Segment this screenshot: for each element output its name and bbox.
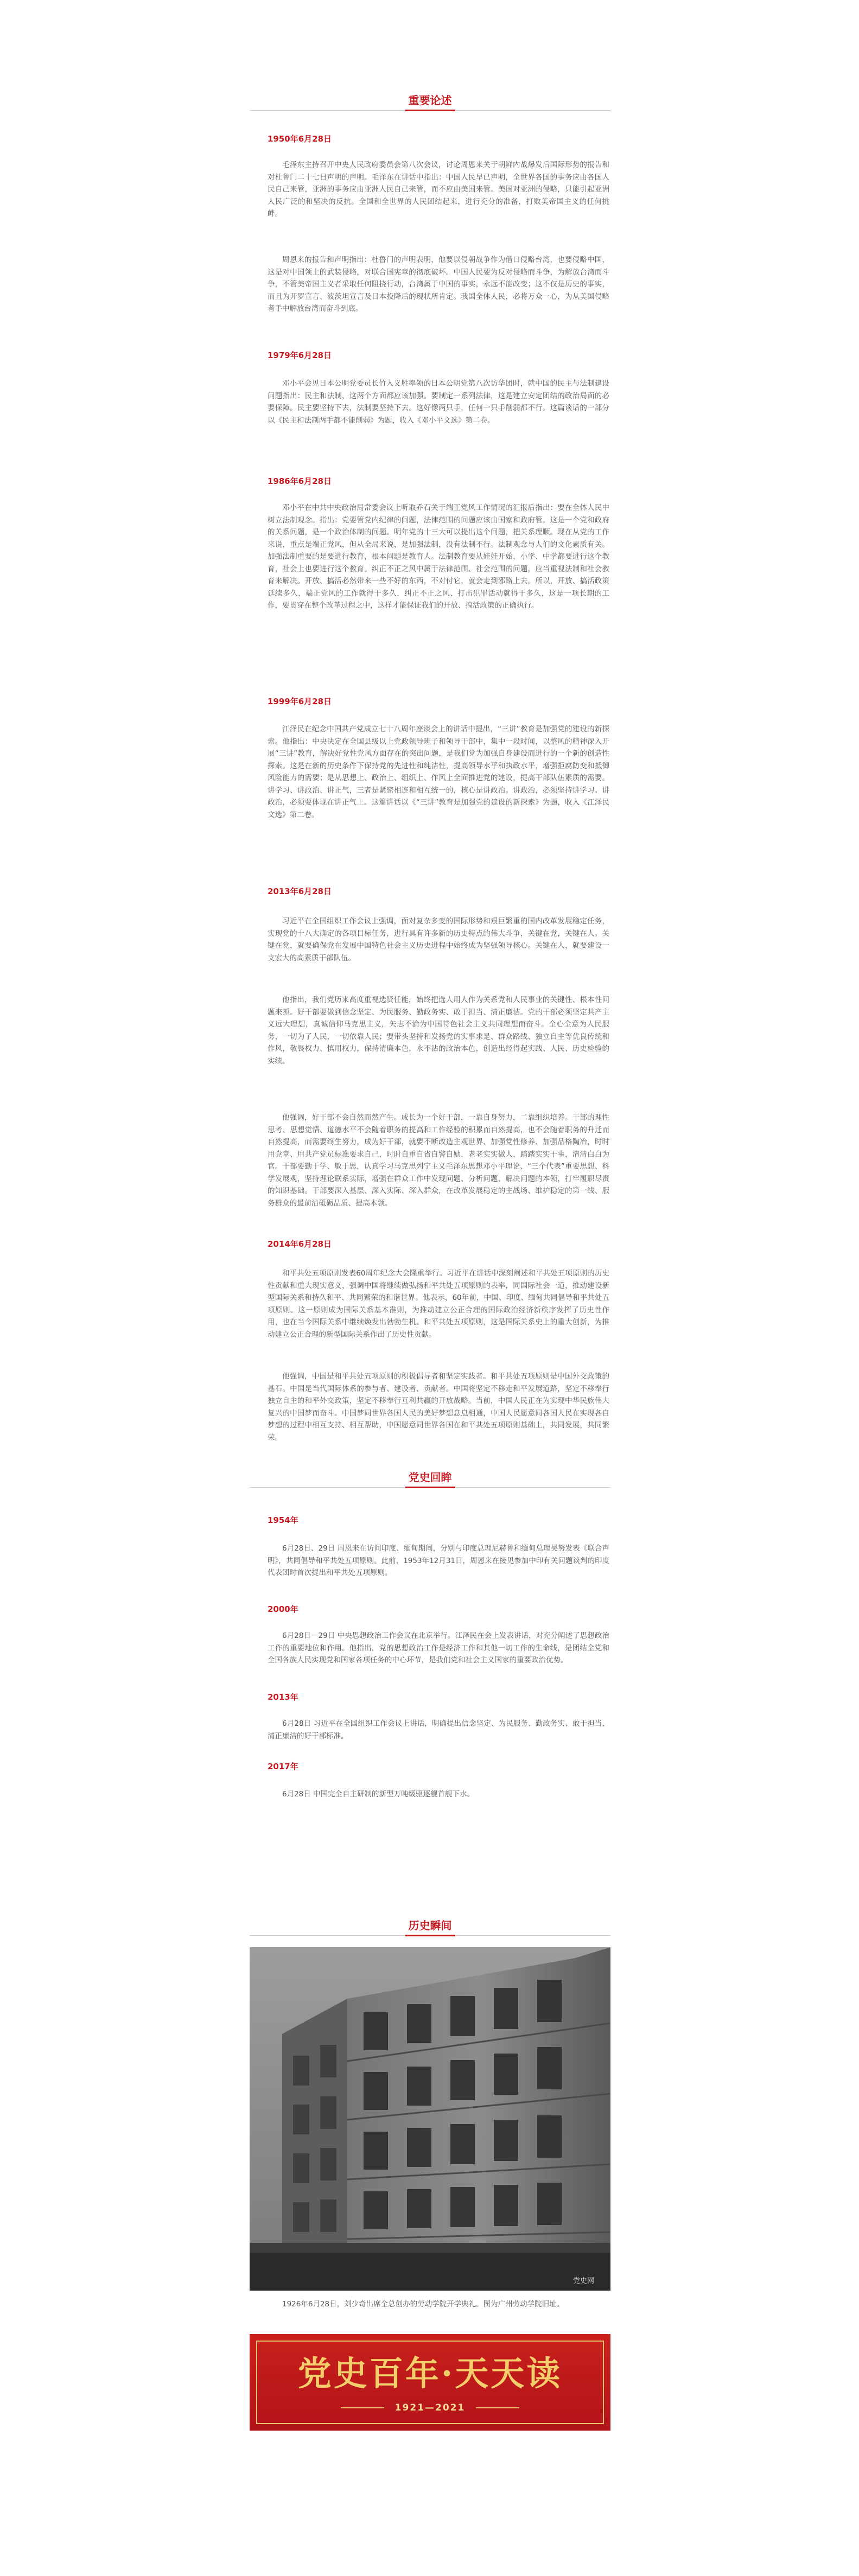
section-header-moment [250, 1918, 610, 1938]
banner [250, 2334, 610, 2431]
history-paragraph: 6月28日、29日 周恩来在访问印度、缅甸期间，分别与印度总理尼赫鲁和缅甸总理吴努发表《联合声明》，共同倡导和平共处五项原则。此前，1953年12月31日，周恩来在接见参加中印有关问题谈判的印度代表团时首次提出和平共处五项原则。 [268, 1544, 609, 1577]
section-header-history [250, 1470, 610, 1490]
speech-paragraph: 邓小平在中共中央政治局常委会议上听取乔石关于端正党风工作情况的汇报后指出：要在全体人民中树立法制观念。指出：党要管党内纪律的问题，法律范围的问题应该由国家和政府管。这是一个党和政府的关系问题，是一个政治体制的问题。明年党的十三大可以提出这个问题，把关系理顺。现在从党的工作来说，重点是端正党风，但从全局来说，是加强法制，没有法制不行。法制观念与人们的文化素质有关。加强法制重要的是要进行教育，根本问题是教育人。法制教育要从娃娃开始，小学、中学都要进行这个教育，社会上也要进行这个教育。纠正不正之风中属于法律范围、社会范围的问题，应当重视法制和社会教育来解决。开放、搞活必然带来一些不好的东西，不对付它，就会走到邪路上去。所以，开放、搞活政策延续多久，端正党风的工作就得干多久，纠正不正之风、打击犯罪活动就得干多久，这是一项长期的工作，要贯穿在整个改革过程之中，这样才能保证我们的开放、搞活政策的正确执行。 [268, 503, 609, 610]
history-year: 2013年 [268, 1692, 298, 1702]
section-title-speeches: 重要论述 [405, 93, 455, 111]
section-header-speeches [250, 93, 610, 113]
historical-photo [250, 1947, 610, 2291]
building-illustration [250, 1947, 610, 2291]
history-year: 2000年 [268, 1604, 298, 1614]
speech-paragraph: 他强调，好干部不会自然而然产生。成长为一个好干部，一靠自身努力，二靠组织培养。干部的理性思考、思想觉悟、道德水平不会随着职务的提高和工作经验的积累而自然提高，也不会随着职务的升迁而自然提高，而需要终生努力，成为好干部，就要不断改造主观世界、加强党性修养、加强品格陶冶，时时用党章、用共产党员标准要求自己，时时自重自省自警自励，老老实实做人，踏踏实实干事，清清白白为官。干部要勤于学、敏于思，认真学习马克思列宁主义毛泽东思想邓小平理论、“三个代表”重要思想、科学发展观，坚持理论联系实际，增强在群众工作中发现问题、分析问题、解决问题的本领，打牢履职尽责的知识基础。干部要深入基层、深入实际、深入群众，在改革发展稳定的主战场、维护稳定的第一线、服务群众的最前沿砥砺品质、提高本领。 [268, 1113, 609, 1208]
history-paragraph: 6月28日－29日 中央思想政治工作会议在北京举行。江泽民在会上发表讲话，对充分阐述了思想政治工作的重要地位和作用。他指出，党的思想政治工作是经济工作和其他一切工作的生命线，是团结全党和全国各族人民实现党和国家各项任务的中心环节，是我们党和社会主义国家的重要政治优势。 [268, 1631, 609, 1665]
photo-caption: 1926年6月28日，刘少奇出席全总创办的劳动学院开学典礼。图为广州劳动学院旧址。 [282, 2300, 564, 2309]
speech-date: 1986年6月28日 [268, 476, 332, 486]
section-title-moment: 历史瞬间 [405, 1918, 455, 1936]
speech-date: 2013年6月28日 [268, 887, 332, 896]
history-paragraph: 6月28日 习近平在全国组织工作会议上讲话，明确提出信念坚定、为民服务、勤政务实、敢于担当、清正廉洁的好干部标准。 [268, 1719, 609, 1740]
banner-line-left [341, 2407, 384, 2408]
history-year: 2017年 [268, 1762, 298, 1771]
speech-date: 1950年6月28日 [268, 134, 332, 144]
speech-paragraph: 邓小平会见日本公明党委员长竹入义胜率领的日本公明党第八次访华团时，就中国的民主与法制建设问题指出：民主和法制，这两个方面都应该加强。要制定一系列法律，这是建立安定团结的政治局面的必要保障。民主要坚持下去，法制要坚持下去。这好像两只手，任何一只手削弱都不行。这篇谈话的一部分以《民主和法制两手都不能削弱》为题，收入《邓小平文选》第二卷。 [268, 379, 609, 425]
speech-date: 2014年6月28日 [268, 1239, 332, 1249]
speech-date: 1979年6月28日 [268, 350, 332, 360]
speech-paragraph: 周恩来的报告和声明指出：杜鲁门的声明表明，他要以侵朝战争作为借口侵略台湾，也要侵略中国，这是对中国领土的武装侵略，对联合国宪章的彻底破坏。中国人民要为反对侵略而斗争，为解放台湾而斗争，不管美帝国主义者采取任何阻挠行动，台湾属于中国的事实，永远不能改变；这不仅是历史的事实，而且为开罗宣言、波茨坦宣言及日本投降后的现状所肯定。我国全体人民，必将万众一心，为从美国侵略者手中解放台湾而奋斗到底。 [268, 256, 609, 313]
banner-line-right [476, 2407, 519, 2408]
banner-years: 1921—2021 [394, 2402, 466, 2413]
history-paragraph: 6月28日 中国完全自主研制的新型万吨级驱逐舰首舰下水。 [282, 1790, 475, 1799]
speech-paragraph: 习近平在全国组织工作会议上强调，面对复杂多变的国际形势和艰巨繁重的国内改革发展稳定任务，实现党的十八大确定的各项目标任务，进行具有许多新的历史特点的伟大斗争，关键在党，关键在人。关键在党，就要确保党在发展中国特色社会主义历史进程中始终成为坚强领导核心。关键在人，就要建设一支宏大的高素质干部队伍。 [268, 917, 609, 962]
photo-watermark: 党史网 [572, 2277, 594, 2285]
section-title-history: 党史回眸 [405, 1470, 455, 1488]
history-year: 1954年 [268, 1515, 298, 1525]
speech-date: 1999年6月28日 [268, 697, 332, 706]
banner-title: 党史百年·天天读 [297, 2354, 563, 2393]
speech-paragraph: 江泽民在纪念中国共产党成立七十八周年座谈会上的讲话中提出，“三讲”教育是加强党的建设的新探索。他指出：中央决定在全国县级以上党政领导班子和领导干部中，集中一段时间，以整风的精神深入开展“三讲”教育，解决好党性党风方面存在的突出问题，是我们党为加强自身建设而进行的一个新的创造性探索。这是在新的历史条件下保持党的先进性和纯洁性，提高领导水平和执政水平，增强拒腐防变和抵御风险能力的需要；是从思想上、政治上、组织上、作风上全面推进党的建设，提高干部队伍素质的需要。讲学习、讲政治、讲正气，三者是紧密相连和相互统一的，核心是讲政治。讲政治，必须坚持讲学习。讲政治，必须要体现在讲正气上。这篇讲话以《“三讲”教育是加强党的建设的新探索》为题，收入《江泽民文选》第二卷。 [268, 725, 609, 819]
speech-paragraph: 他指出，我们党历来高度重视选贤任能，始终把选人用人作为关系党和人民事业的关键性、根本性问题来抓。好干部要做到信念坚定、为民服务、勤政务实、敢于担当、清正廉洁。党的干部必须坚定共产主义远大理想，真诚信仰马克思主义，矢志不渝为中国特色社会主义共同理想而奋斗。全心全意为人民服务，一切为了人民，一切依靠人民；要带头坚持和发扬党的实事求是、群众路线、独立自主等优良传统和作风，敬畏权力、慎用权力，保持清廉本色，永不沾的政治本色，创造出经得起实践、人民、历史检验的实绩。 [268, 996, 609, 1066]
speech-paragraph: 毛泽东主持召开中央人民政府委员会第八次会议，讨论周恩来关于朝鲜内战爆发后国际形势的报告和对杜鲁门二十七日声明的声明。毛泽东在讲话中指出：中国人民早已声明，全世界各国的事务应由各国人民自己来管，亚洲的事务应由亚洲人民自己来管，而不应由美国来管。美国对亚洲的侵略，只能引起亚洲人民广泛的和坚决的反抗。全国和全世界的人民团结起来，进行充分的准备，打败美帝国主义的任何挑衅。 [268, 161, 609, 218]
speech-paragraph: 他强调，中国是和平共处五项原则的积极倡导者和坚定实践者。和平共处五项原则是中国外交政策的基石。中国是当代国际体系的参与者、建设者、贡献者。中国将坚定不移走和平发展道路，坚定不移奉行独立自主的和平外交政策，坚定不移奉行互利共赢的开放战略。当前，中国人民正在为实现中华民族伟大复兴的中国梦而奋斗。中国梦同世界各国人民的美好梦想息息相通，中国人民愿意同各国人民在实现各自梦想的过程中相互支持、相互帮助，中国愿意同世界各国在和平共处五项原则基础上，共同发展，共同繁荣。 [268, 1372, 609, 1442]
speech-paragraph: 和平共处五项原则发表60周年纪念大会隆重举行。习近平在讲话中深刻阐述和平共处五项原则的历史性贡献和重大现实意义，强调中国将继续做弘扬和平共处五项原则的表率，同国际社会一道，推动建设新型国际关系和持久和平、共同繁荣的和谐世界。他表示，60年前，中国、印度、缅甸共同倡导和平共处五项原则。这一原则成为国际关系基本准则，为推动建立公正合理的国际政治经济新秩序发挥了历史性作用，也在当今国际关系中继续焕发出勃勃生机。和平共处五项原则，这是国际关系史上的重大创新，为推动建立公正合理的新型国际关系作出了历史性贡献。 [268, 1269, 609, 1339]
